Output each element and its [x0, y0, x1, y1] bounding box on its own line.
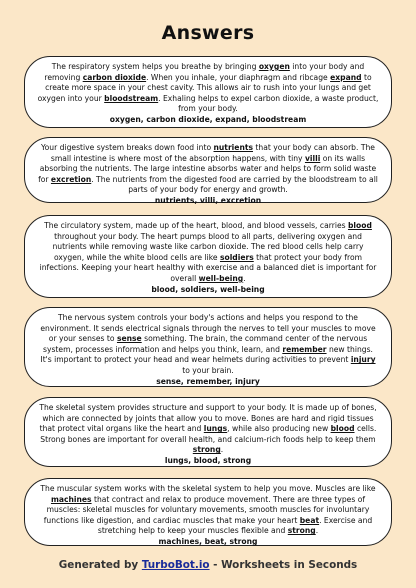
answer-word: well-being — [198, 273, 244, 283]
answer-word: sense — [116, 334, 142, 344]
card-text: The circulatory system, made up of the heart, blood, and blood vessels, carries blood throughout your body. The heart pumps blood to all parts, delivering oxygen and nutrients while removing waste like carbon dioxide. The red blood cells help carry oxygen, while the white blood cells are like soldiers that protect your body from infections. Keeping your heart healthy with exercise and a balanced diet is important for overall well-being. — [39, 221, 377, 283]
answer-word: blood — [330, 424, 355, 434]
answer-word: excretion — [50, 174, 92, 184]
answer-word: blood — [347, 221, 372, 230]
answer-word: beat — [299, 515, 320, 525]
answer-word: strong — [192, 445, 221, 455]
answer-word: machines — [50, 494, 92, 504]
answer-word: nutrients — [213, 143, 253, 152]
turbobot-link[interactable]: TurboBot.io — [141, 559, 210, 571]
nervous-card — [24, 307, 392, 387]
answer-key: sense, remember, injury — [156, 376, 260, 386]
answer-word: bloodstream — [104, 93, 159, 103]
card-text: Your digestive system breaks down food into nutrients that your body can absorb. The small intestine is where most of the absorption happens, with tiny villi on its walls absorbing the nutrients. The large intestine absorbs water and helps to form solid waste for excretion. The nutrients from the digested food are carried by the bloodstream to all parts of your body for energy and growth. — [38, 143, 378, 195]
card-text: The skeletal system provides structure and support to your body. It is made up of bones, which are connected by joints that allow you to move. Bones are hard and rigid tissues that protect vital organs like the heart and lungs, while also producing new blood cells. Strong bones are important for overall health, and calcium-rich foods help to keep them strong. — [39, 403, 377, 455]
answer-key: lungs, blood, strong — [164, 455, 252, 465]
answer-word: soldiers — [219, 252, 254, 262]
answer-key: nutrients, villi, excretion — [154, 195, 262, 205]
skeletal-card — [24, 397, 392, 467]
answer-word: carbon dioxide — [82, 72, 147, 82]
answer-word: injury — [350, 355, 376, 365]
footer: Generated by TurboBot.io - Worksheets in Seconds — [58, 559, 358, 571]
card-text: The muscular system works with the skeletal system to help you move. Muscles are like machines that contract and relax to produce movement. There are three types of muscles: skeletal muscles for voluntary movements, smooth muscles for involuntary functions like digestion, and cardiac muscles that make your heart beat. Exercise and stretching help to keep your muscles flexible and strong. — [40, 484, 376, 536]
card-text: The respiratory system helps you breathe by bringing oxygen into your body and removing carbon dioxide. When you inhale, your diaphragm and ribcage expand to create more space in your chest cavity. This allows air to rush into your lungs and get oxygen into your bloodstream. Exhaling helps to expel carbon dioxide, a waste product, from your body. — [37, 62, 379, 114]
muscular-card — [24, 478, 392, 546]
card-text: The nervous system controls your body's actions and helps you respond to the environment. It sends electrical signals through the nerves to tell your muscles to move or your senses to sense something. The brain, the command center of the nervous system, processes information and helps you think, learn, and remember new things. It's important to protect your head and wear helmets during activities to prevent injury to your brain. — [40, 313, 376, 375]
answer-word: strong — [287, 526, 316, 536]
answer-key: oxygen, carbon dioxide, expand, bloodstream — [109, 114, 307, 124]
answer-word: lungs — [203, 424, 228, 434]
answer-key: blood, soldiers, well-being — [151, 284, 265, 294]
circulatory-card — [24, 215, 392, 298]
answer-word: expand — [330, 72, 362, 82]
answer-word: villi — [304, 153, 321, 163]
answer-key: machines, beat, strong — [158, 536, 258, 546]
answer-word: remember — [282, 344, 327, 354]
answer-word: oxygen — [258, 62, 290, 71]
digestive-card — [24, 137, 392, 203]
respiratory-card — [24, 56, 392, 128]
page-title: Answers — [161, 22, 255, 44]
